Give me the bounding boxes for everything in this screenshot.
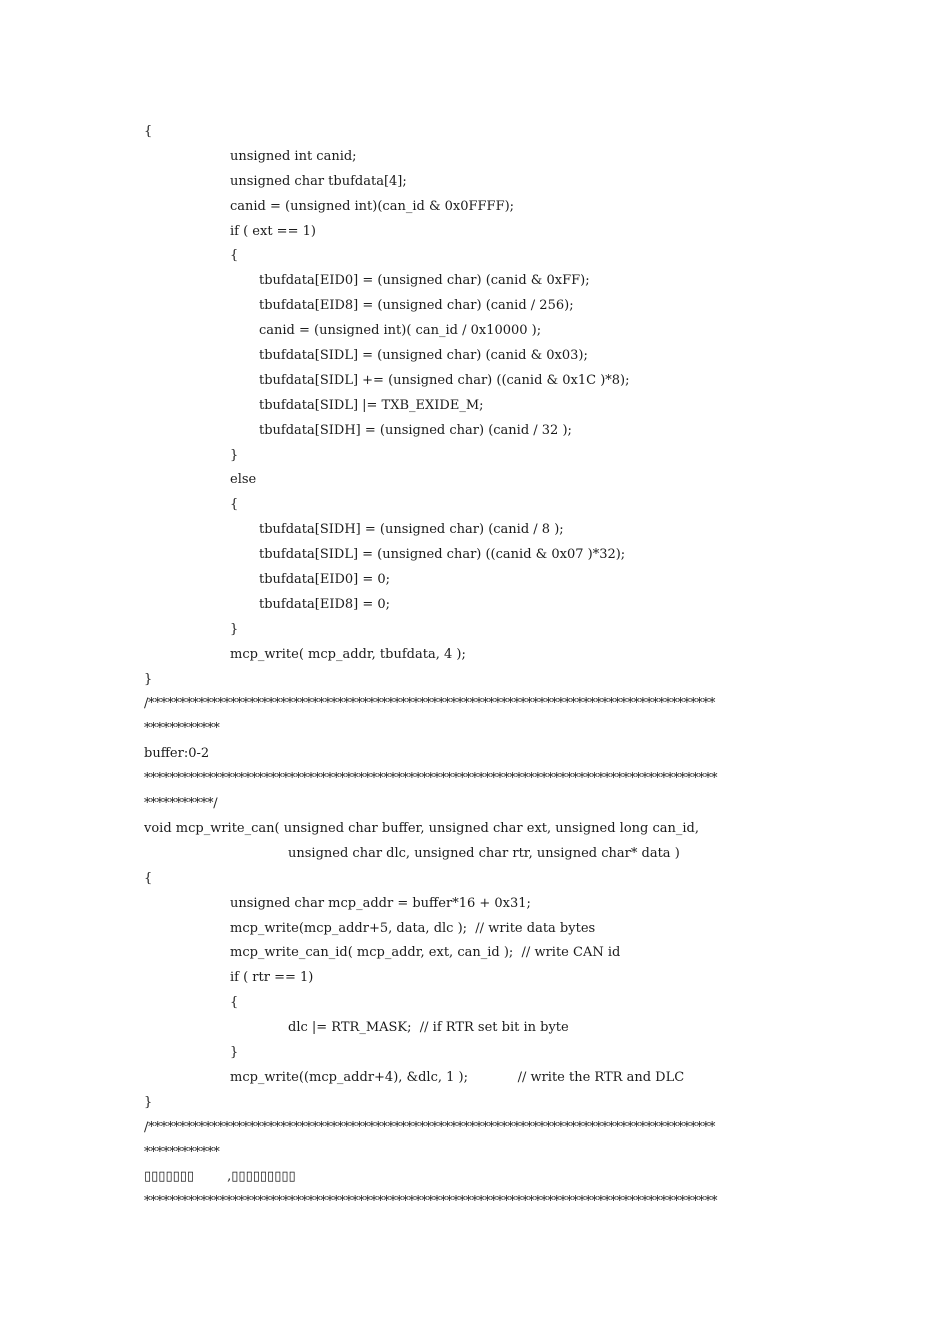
code-line: { — [144, 124, 153, 139]
code-line: unsigned int canid; — [230, 148, 357, 164]
code-line: tbufdata[SIDH] = (unsigned char) (canid / 8 ); — [259, 522, 564, 538]
code-line: unsigned char dlc, unsigned char rtr, unsigned char* data ) — [288, 845, 680, 861]
code-line: mcp_write((mcp_addr+4), &dlc, 1 ); // write the RTR and DLC — [230, 1069, 685, 1085]
code-line: tbufdata[SIDL] = (unsigned char) (canid & 0x03); — [259, 348, 588, 364]
code-line: { — [230, 248, 239, 264]
code-line: { — [230, 995, 239, 1011]
code-line: mcp_write( mcp_addr, tbufdata, 4 ); — [230, 646, 466, 662]
code-line: tbufdata[EID8] = 0; — [259, 596, 391, 612]
code-line: if ( ext == 1) — [230, 223, 316, 239]
code-line: tbufdata[SIDL] = (unsigned char) ((canid & 0x07 )*32); — [259, 547, 626, 563]
code-line: tbufdata[EID0] = 0; — [259, 572, 391, 588]
code-line: unsigned char tbufdata[4]; — [230, 173, 407, 189]
code-line: mcp_write(mcp_addr+5, data, dlc ); // write data bytes — [230, 920, 596, 936]
code-line: unsigned char mcp_addr = buffer*16 + 0x31; — [230, 895, 531, 911]
code-line: else — [230, 472, 257, 488]
code-line: tbufdata[EID0] = (unsigned char) (canid & 0xFF); — [259, 273, 590, 289]
code-line: if ( rtr == 1) — [230, 970, 314, 986]
code-line: canid = (unsigned int)( can_id / 0x10000 ); — [259, 323, 542, 339]
code-line: tbufdata[SIDL] |= TXB_EXIDE_M; — [259, 397, 484, 413]
code-line: ▯▯▯▯▯▯▯ ,▯▯▯▯▯▯▯▯▯ — [144, 1169, 296, 1185]
code-line: tbufdata[SIDH] = (unsigned char) (canid / 32 ); — [259, 422, 572, 438]
code-line: { — [230, 497, 239, 513]
code-line: } — [230, 1044, 239, 1060]
code-line: /****************************************************************************************** — [144, 696, 716, 712]
code-line: mcp_write_can_id( mcp_addr, ext, can_id ); // write CAN id — [230, 945, 621, 961]
code-listing — [144, 120, 824, 1215]
code-line: ************ — [144, 721, 220, 737]
code-line: /****************************************************************************************** — [144, 1119, 716, 1135]
code-line: tbufdata[EID8] = (unsigned char) (canid / 256); — [259, 298, 574, 314]
code-line: tbufdata[SIDL] += (unsigned char) ((canid & 0x1C )*8); — [259, 372, 630, 388]
code-line: ******************************************************************************************* — [144, 1194, 718, 1210]
code-line: dlc |= RTR_MASK; // if RTR set bit in byte — [288, 1020, 569, 1036]
code-line: { — [144, 870, 153, 886]
code-line: } — [144, 671, 153, 687]
code-line: ************ — [144, 1144, 220, 1160]
code-line: } — [144, 1094, 153, 1110]
code-line: } — [230, 447, 239, 463]
code-line: buffer:0-2 — [144, 746, 210, 762]
code-line: void mcp_write_can( unsigned char buffer, unsigned char ext, unsigned long can_id, — [144, 820, 700, 836]
code-line: } — [230, 621, 239, 637]
code-line: canid = (unsigned int)(can_id & 0x0FFFF); — [230, 198, 515, 214]
code-line: ******************************************************************************************* — [144, 771, 718, 787]
code-line: ***********/ — [144, 796, 218, 812]
